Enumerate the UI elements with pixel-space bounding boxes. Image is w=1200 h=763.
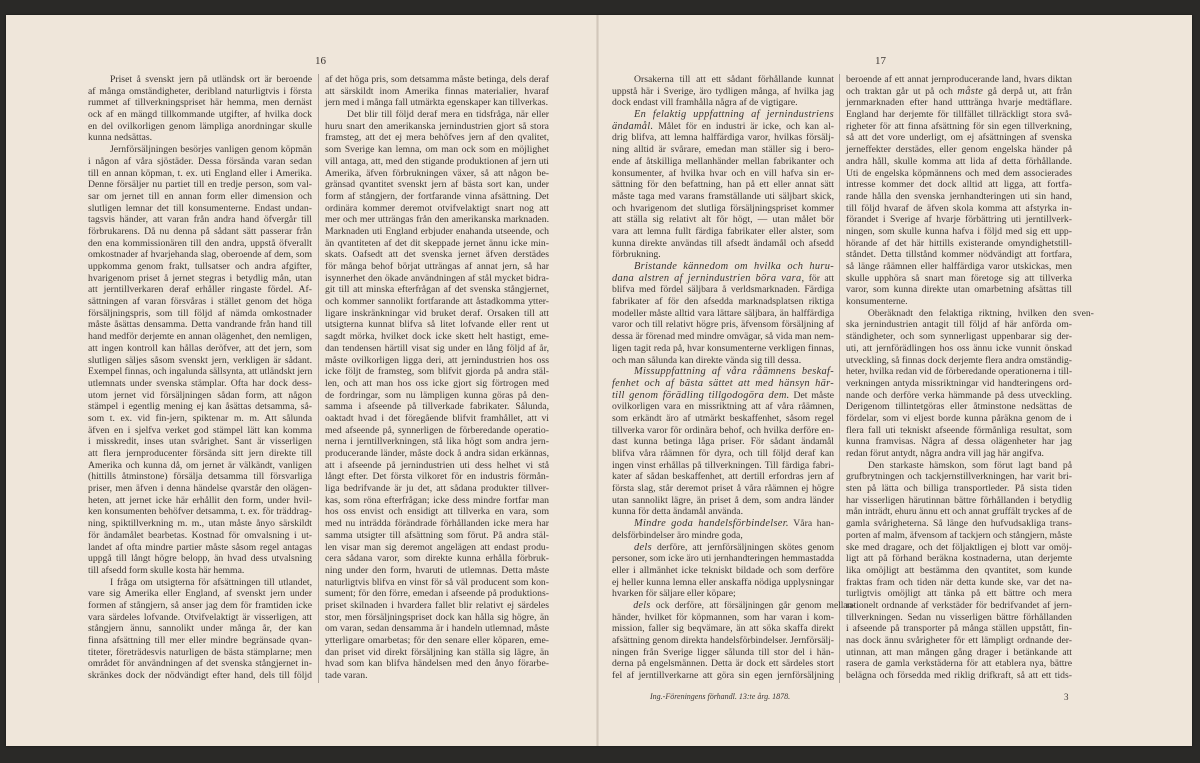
text-line: Jernförsäljningen besörjes vanligen genom köpmän [110, 144, 312, 156]
text-line: liga bedrifvande är ju det, att sådana produkter tillver- [325, 483, 549, 495]
text-line: tillverka varor för ordinära behof, och hvilka derföre en- [612, 424, 834, 436]
text-line: jern med i många fall utmärkta egenskaper kan tillverkas. [325, 97, 548, 109]
text-line: att flera jernproducenter försända sitt jern direkte till [88, 448, 312, 459]
text-line: lika omöjligt att bestämma den qvantitet, som kunde [846, 564, 1072, 576]
text-line: nande och derföre verka hämmande på dess utveckling. [846, 389, 1072, 401]
text-line: I fråga om utsigterna för afsättningen till utlandet, [110, 576, 312, 588]
text-line: varor, som kunna direkte utan omarbetning afsättas till [846, 284, 1072, 296]
paragraph [612, 74, 834, 109]
text-line: måste ovilkorligen ligga deri, att jernindustrien hos oss [325, 354, 549, 366]
text-line: vara särdeles lofvande. Otvifvelaktigt är visserligen, att [88, 611, 312, 623]
italic-heading: till genom förädling tillgodogöra dem. [612, 389, 790, 401]
text-line: samma i afseende på tillverkade fabrikater. Sålunda, [325, 401, 549, 413]
text-line: ej heller kunna lemna eller anskaffa nödiga upplysningar [612, 576, 834, 588]
text-line: och traktan går ut på och måste gå derpå ut, att från [846, 85, 1072, 97]
text-line: hvarigenom priset å jernet stegras i betydlig mån, utan [88, 272, 312, 284]
text-line: att ställa sig relativt alt för högt, — utan målet bör [612, 214, 834, 226]
text-line: uppgå till långt högre belopp, än hvad dess utvalsning [88, 553, 312, 565]
text-line: nerna i jerntillverkningen, stå lika högt som andra jern- [325, 436, 549, 448]
text-line: förbrukarens. Då nu denna på sådant sätt passerar från [88, 225, 312, 237]
paragraph [612, 109, 834, 261]
paragraph [88, 144, 312, 576]
text-line: stor, men försäljningspriset dock kan hålla sig högre, än [325, 611, 549, 623]
text-line: grufbrytningen och tackjernstillverkningen, har varit bri- [846, 471, 1072, 483]
text-line: fel af jerntillverkarne att göra sin egen jernförsäljning [612, 670, 834, 682]
text-line: att i afseende på jernindustrien uti dess helhet vi stå [325, 459, 549, 471]
text-line: redan förut antydt, några andra vill jag här angifva. [846, 448, 1044, 459]
text-line: den ena kommissionären till den andra, uppstå öfverallt [88, 237, 312, 249]
paragraph [88, 577, 312, 682]
text-line: de fordringar, som nu lämpligen kunna göras på den- [325, 389, 549, 401]
text-line: heten, att jernet icke här erhållit den form, under hvil- [88, 494, 312, 506]
text-line: heter, hvilka redan vid de förberedande operationerna i till- [846, 366, 1073, 378]
text-line: måste taga med varans framställande uti säljbart skick, [612, 190, 834, 202]
text-line: belägna och försedda med riklig drifkraft, så att ett tids- [846, 670, 1072, 682]
text-line: form af stångjern, der fortfarande vinna afsättning. Det [325, 190, 549, 202]
text-line: vara att lemna fullt färdiga fabrikater eller alster, som [612, 225, 834, 237]
text-line: dan priset vid direkt försäljning kan ställa sig lägre, än [325, 646, 549, 658]
text-line: första slag, står deremot priset å våra råämnen ej högre [612, 483, 834, 495]
text-line [612, 366, 834, 378]
text-line: tade varan. [325, 670, 368, 682]
text-line: icke följt de framsteg, som blifvit gjorda på andra stäl- [325, 366, 549, 378]
italic-heading: En felaktig uppfattning af jernindustriens [634, 109, 834, 121]
text-line: priser, men äfven i denna händelse qvarstår den olägen- [88, 483, 312, 495]
text-line: formen af stångjern, så anser jag dem för framtiden icke [88, 599, 312, 611]
text-line: intresse kommer det dock alltid att ligga, att fortfa- [846, 179, 1072, 191]
text-line: samma utsigter till afsättning som förut. På andra stäl- [325, 529, 549, 541]
text-line: som Sverige kan lemna, om man ock som en möjlighet [325, 144, 549, 156]
text-line: drig blifva, att lemna halffärdiga varor, hvilkas försälj- [612, 132, 834, 144]
text-line: Den starkaste hämskon, som förut lagt band på [868, 459, 1072, 471]
text-line: utan sannolikt lägre, än priset å dem, som andra länder [612, 494, 834, 506]
text-line: personer, som icke äro uti jernhandteringen hemmastadda [612, 553, 834, 565]
text-line: ständigheter, och som synnerligast uppenbarar sig der- [846, 331, 1072, 343]
text-line [612, 261, 834, 273]
text-line: oaktadt hvad i det föregående blifvit framhållet, att vi [325, 412, 549, 424]
text-line: att särskildt inom Amerika finnas materialier, hvaraf [325, 85, 549, 97]
text-line: flera fall uti tekniskt afseende förmånliga resultat, som [846, 424, 1072, 436]
text-line: Orsakerna till att ett sådant förhållande kunnat [634, 74, 834, 85]
text-line: dan tendensen härtill visat sig under en lång följd af år, [325, 342, 549, 354]
column-divider [839, 74, 840, 683]
text-line: skats. Oafsedt att det svenska jernet äfven derstädes [325, 249, 549, 261]
text-line: i afseende på transporter på många ställen uppstått, fin- [846, 623, 1072, 635]
text-line: af det höga pris, som detsamma måste betinga, dels deraf [325, 74, 549, 85]
text-line: som t. ex. vid fin-jern, spiktenar m. m. Att sålunda [88, 412, 312, 424]
text-line: ning alltid är svårare, emedan man ställer sig i bero- [612, 144, 834, 156]
text-line: till afsedd form skulle kosta här hemma. [88, 564, 245, 576]
text-line: ning, spiktillverkning m. m., utan måste ånyo särskildt [88, 518, 312, 530]
text-line: Mindre goda handelsförbindelser. Våra han- [634, 518, 834, 530]
text-line: hvad som kan blifva händelsen med den ånyo förarbe- [325, 658, 549, 670]
text-line: dels ock derföre, att försäljningen går genom mellan- [633, 599, 856, 611]
text-line: hand medför derjemte en annan olägenhet, den nemligen, [88, 331, 312, 343]
page-number-left: 16 [315, 55, 326, 67]
text-line: ningen, som skulle kunna hafva i följd med sig ett upp- [846, 225, 1072, 237]
text-line: England har derjemte för tillfället tillräckligt stora svå- [846, 109, 1072, 121]
text-line: kunna för detta ändamål använda. [612, 506, 743, 518]
text-line: rationelt ordnande af verkstäder för bedrifvandet af jern- [846, 599, 1072, 611]
text-line [612, 378, 834, 390]
text-line: landet af ofta mindre partier måste såsom regel antagas [88, 541, 312, 553]
text-line: slutligen säljes såsom svenskt jern, verkligen är sådant. [88, 354, 312, 366]
text-line: eller i allmänhet icke tekniskt bildade och som derföre [612, 564, 834, 576]
text-line: verkningen antyda missriktningar vid handteringens ord- [846, 377, 1072, 389]
text-line: utlemnats under svenska stämplar. Ofta har dock dess- [88, 377, 312, 389]
text-line: Marknaden uti England erbjuder enahanda utseende, och [325, 225, 549, 237]
text-line: fabrikater af för den afsedda marknadsplatsen riktiga [612, 296, 834, 308]
text-line: ske med dragare, och det följaktligen ej blott var omöj- [846, 541, 1072, 553]
paragraph [612, 366, 834, 518]
text-line: ken konsumenten behöfver detsamma, t. ex. för träddrag- [88, 506, 312, 518]
italic-heading: Missuppfattning af våra råämnens beskaf- [634, 366, 834, 378]
paragraph [612, 261, 834, 366]
signature-mark: 3 [1064, 692, 1069, 702]
text-line: ligare inskränkningar vid bruket deraf. Orsaken till att [325, 307, 549, 319]
text-line: så att det vore underligt, om ej afsättningen af svenska [846, 132, 1072, 144]
text-line: och hvarigenom det slutliga försäljningspriset kommer [612, 202, 834, 214]
paragraph [88, 74, 312, 144]
text-line: rande hålla den svenska jernhandteringen uti sin hand, [846, 190, 1072, 202]
italic-heading: dana alstren af jernindustrien böra vara, [612, 272, 805, 284]
text-line: än qvantiteten af det dit skeppade jernet ännu icke min- [325, 237, 549, 249]
text-line: sument; för den förre, emedan i afseende på produktions- [325, 588, 549, 600]
text-line: titeter, företrädesvis naturligen de bästa stämplarne; men [88, 646, 312, 658]
text-line: Denne försäljer nu partiet till en tredje person, som val- [88, 179, 312, 191]
italic-heading: fenhet och af bästa sättet att med hänsyn här- [612, 377, 834, 389]
text-line: af många omständigheter, deribland naturligtvis i första [88, 85, 312, 97]
text-line: ningen från Sverige ligger sålunda till stor del i hän- [612, 646, 834, 658]
paragraph [612, 518, 834, 541]
text-line: dast kunna betinga låga priser. För sådant ändamål [612, 436, 834, 448]
italic-heading: Mindre goda handelsförbindelser. [634, 518, 789, 530]
text-line: modeller måste alltid vara lättare säljbara, än halffärdiga [612, 307, 834, 319]
text-line: turligtvis omöjligt att tänka på ett bättre och mera [846, 588, 1072, 600]
column-divider [318, 74, 319, 683]
text-line: uppkomma genom frakt, tullsatser och andra afgifter, [88, 261, 312, 272]
text-line: utom jernet vid försäljningen sådan form, att någon [88, 389, 312, 401]
text-line: mer och mer utträngas från den amerikanska marknaden. [325, 214, 549, 226]
text-line: till en annan köpman, t. ex. uti England eller i Amerika. [88, 167, 312, 179]
text-line: dock endast vill framhålla några af de vigtigare. [612, 97, 798, 109]
text-line: framsteg, att det ej mera behöfves jern af den qvalitet, [325, 132, 549, 144]
italic-heading: dels [634, 541, 652, 553]
text-line: kunna nedsättas. [88, 132, 153, 144]
text-line: kunna framvisas. Några af dessa olägenheter har jag [846, 436, 1072, 448]
text-line: uppstå här i Sverige, äro tydligen många, af hvilka jag [612, 85, 834, 97]
text-line: kunna direkte användas till afsedt ändamål och afsedd [612, 237, 834, 249]
text-line: Derigenom tillintetgöras eller åtminstone nedsättas de [846, 401, 1072, 413]
page-16-column-2 [325, 74, 549, 682]
paragraph [846, 74, 1072, 308]
text-line: Exempel finnas, och ingalunda sällsynta, att utländskt jern [88, 366, 313, 378]
text-line: utveckling, så finnas dock derjemte flera andra omständig- [846, 354, 1072, 366]
text-line: slutligen lemnar det till konsumenterne. Endast undan- [88, 202, 312, 214]
text-line: hvarken för säljare eller köpare; [612, 588, 736, 600]
text-line: till följd hvaraf de äfven skola komma att afstyrka in- [846, 202, 1072, 214]
text-line: utsigterna kunnat blifva så litet lofvande eller rent ut [325, 319, 549, 331]
text-line: jernmarknaden efter hand utttränga hvarje medtäflare. [846, 97, 1072, 109]
italic-heading: måste [957, 85, 984, 97]
text-line: uti, att jernförädlingen hos oss ännu icke vunnit önskad [846, 342, 1072, 354]
text-line: gamla svårigheterna. Så länge den hufvudsakliga trans- [846, 518, 1072, 530]
paragraph [612, 542, 834, 600]
text-line: stångjern ännu, sannolikt under många år, der kan [88, 623, 312, 635]
text-line: porten af malm, äfvensom af tackjern och stångjern, måste [846, 529, 1073, 541]
paragraph [846, 460, 1072, 682]
text-line: ovilkorligen vara en missriktning att af våra råämnen, [612, 401, 834, 413]
text-line: ytterligare omarbetas; för den senare eller köparen, eme- [325, 635, 549, 646]
text-line: omkostnader af hvarjehanda slag, oberoende af dem, som [88, 249, 312, 261]
text-line: och kommer sannolikt fortfarande att åstadkomma ytter- [325, 296, 549, 308]
text-line: måste åsättas densamma. Detta vandrande från hand till [88, 319, 312, 331]
text-line: ende af åtskilliga mellanhänder mellan fabrikanter och [612, 155, 834, 167]
text-line: blifva våra råämnen för dyra, och till följd deraf kan [612, 448, 834, 459]
text-line: Amerika, äfven förbrukningen växer, så att någon be- [325, 167, 549, 179]
text-line: dessa är förenad med mindre omvägar, så vida man nem- [612, 331, 834, 343]
text-line: som erkändt äro af utmärkt beskaffenhet, såsom regel [612, 412, 834, 424]
paragraph [325, 109, 549, 682]
text-line: för ändamålet bearbetas. Kostnad för omvalsning i ut- [88, 529, 312, 541]
text-line: priset skilnaden i hvardera fallet blir relativt ej särdeles [325, 599, 549, 611]
text-line: konsumenterne. [846, 296, 908, 308]
text-line: sagdt mörka, hvilket dock icke skett helt hastigt, eme- [325, 331, 549, 343]
text-line: isynnerhet den ökade användningen af stål mycket bidra- [325, 272, 549, 284]
text-line: sättning för den befattning, han på ett eller annat sätt [612, 179, 834, 191]
page-number-right: 17 [875, 55, 886, 67]
text-line: Amerika och kunna då, om jernet är välkändt, vanligen [88, 459, 312, 471]
text-line: förbrukning. [612, 249, 661, 261]
text-line: händer, hvilket för köpmannen, som har varan i kom- [612, 611, 834, 623]
text-line: konsumenter, af hvilka hvar och en vill hafva sin er- [612, 167, 834, 179]
text-line: sar om jernet till en annan form eller dimension och [88, 190, 312, 202]
italic-heading: Bristande kännedom om hvilka och huru- [634, 261, 834, 272]
text-line: ligt att på förhand beräkna kostnaderna, utan derjemte [846, 553, 1072, 565]
text-line: rummet af tillverkningspriset här hemma, men dernäst [88, 97, 312, 109]
text-line: fraktas fram och tiden när detta kunde ske, var det na- [846, 576, 1072, 588]
text-line: len visar man sig deremot angelägen att endast produ- [325, 541, 549, 553]
text-line: för många behof börjat utträngas af annat jern, så har [325, 261, 549, 272]
page-17-column-1 [612, 74, 856, 682]
text-line: nas dock ännu svårigheter för ett lämpligt ordnande der- [846, 635, 1072, 646]
text-line: jerneffekter derstädes, eller genom engelska händer på [846, 144, 1072, 156]
text-line: ning under den form, hvaruti de utlemnas. Detta måste [325, 564, 549, 576]
text-line: sättningen af varan försvåras i stället genom det höga [88, 296, 312, 308]
text-line: delsförbindelser äro mindre goda, [612, 529, 743, 541]
text-line: ligen tagit reda på, hvar konsumenterne verkligen finnas, [612, 342, 834, 354]
paragraph [846, 307, 1094, 460]
text-line: Det blir till följd deraf mera en tidsfråga, när eller [347, 109, 549, 121]
text-line: beroende af ett annat jernproducerande land, hvars diktan [846, 74, 1072, 85]
italic-heading: dels [633, 599, 651, 611]
text-line: skulle upphöra så snart man företoge sig att tillverka [846, 272, 1072, 284]
text-line: righeter för att finna afsättning för sin egen tillverkning, [846, 120, 1072, 132]
text-line: blifva med fördel säljbara å verldsmarknaden. Färdiga [612, 284, 834, 296]
text-line: gränsad qvantitet svenskt jern af bästa sort kan, under [325, 179, 549, 191]
text-line: len, och att man hos oss icke gjort sig förtrogen med [325, 377, 549, 389]
text-line: området för användningen af det svenska stångjernet in- [88, 658, 312, 670]
text-line: tillverkningen. Sedan nu visserligen bättre förhållanden [846, 611, 1072, 623]
text-line: förandet i Sverige af hvarje förbättring uti jerntillverk- [846, 214, 1072, 226]
text-line: Uti de engelska köpmännens och med dem associerades [846, 167, 1072, 179]
text-line: ingen vinst erhållas på tillverkningen. Till färdiga fabri- [612, 459, 834, 471]
text-line: git till att minska efterfrågan af det svenska stångjernet, [325, 284, 549, 296]
text-line: om varan, sedan densamma är i handeln utlemnad, måste [325, 623, 549, 635]
paragraph [612, 599, 856, 682]
text-line: en del ovilkorligen genom lämpliga anordningar skulle [88, 120, 312, 132]
text-line: vill antaga, att, med den stigande produktionen af jern uti [325, 155, 549, 167]
text-line: försäljningspris, som till följd af nämda omkostnader [88, 307, 312, 319]
text-line: utinnan, att man mången gång drager i betänkande att [846, 646, 1072, 658]
text-line: att ingen kontroll kan hållas deröfver, att det jern, som [88, 342, 312, 354]
text-line: äfven en i sjelfva verket god stämpel lätt kan komma [88, 424, 312, 436]
text-line: långt efter. Det första vilkoret för en industris förmån- [325, 471, 549, 483]
text-line: ståndet. Detta tillstånd kommer nödvändigt att fortfara, [846, 249, 1072, 261]
text-line: i misskredit, inses utan svårighet. Sant är visserligen [88, 436, 312, 448]
text-line: skränkes dock der nödvändigt efter hand, dels till följd [88, 670, 312, 682]
text-line: mån inträdt, ehuru ännu ett och annat gruffält tryckes af de [846, 506, 1072, 518]
text-line: afsättning genom direkta handelsförbindelser. Jernförsälj- [612, 635, 834, 646]
text-line: Oberäknadt den felaktiga riktning, hvilken den sven- [867, 307, 1094, 319]
text-line: vare sig Amerika eller England, af svenskt jern under [88, 588, 312, 600]
text-line: naturligtvis blifva en vinst för så väl producent som kon- [325, 576, 549, 588]
page-fold [596, 15, 599, 746]
text-line: ordinära kommer deremot otvifvelaktigt snart nog att [325, 202, 549, 214]
text-line: dana alstren af jernindustrien böra vara, för att [612, 272, 835, 284]
text-line: varor och till relativt högre pris, äfvensom försäljning af [612, 319, 834, 331]
text-line: hörande af det här hittills existerande omyndighetstill- [846, 237, 1072, 249]
journal-footer: Ing.-Föreningens förhandl. 13:te årg. 1878. [650, 692, 791, 701]
text-line: kater af sådan beskaffenhet, att dertill erfordras jern af [612, 471, 834, 483]
text-line: dels derföre, att jernförsäljningen skötes genom [634, 541, 834, 553]
text-line: Priset å svenskt jern på utländsk ort är beroende [110, 74, 312, 85]
text-line: tagsvis händer, att varan från andra hand öfvergår till [88, 214, 312, 226]
page-17-column-2 [846, 74, 1094, 682]
text-line: kas, som röna efterfrågan; icke dess mindre fortfar man [325, 494, 549, 506]
text-line: fördelar, som vi eljest borde kunna påräkna genom de i [846, 412, 1072, 424]
text-line: ändamål. Målet för en industri är icke, och kan al- [612, 120, 834, 132]
text-line: med nu inträdda förändrade förhållanden icke mera har [325, 518, 549, 530]
text-line: med afseende på, synnerligen de förberedande operatio- [325, 424, 549, 436]
text-line: andra håll, skulle komma att lida af detta förhållande. [846, 155, 1072, 167]
text-line: hos oss envist och ensidigt att tillverka en vara, som [325, 506, 549, 518]
italic-heading: ändamål. [612, 120, 654, 132]
text-line: att jerntillverkaren deraf erhåller ringaste fördel. Af- [88, 284, 312, 296]
paragraph [325, 74, 549, 109]
text-line: till genom förädling tillgodogöra dem. Det måste [612, 389, 834, 401]
page-16-column-1 [88, 74, 312, 682]
text-line: så länge råämnen eller halffärdiga varor utskickas, men [846, 261, 1072, 272]
text-line: mission, faller sig beqvämare, än att söka skaffa direkt [612, 623, 834, 635]
text-line: producerande länder, måste dock å andra sidan erkännas, [325, 448, 549, 459]
text-line: derna på engelsmännen. Detta är dock ett särdeles stort [612, 658, 834, 670]
text-line: finna afsättning till mer eller mindre begränsade qvan- [88, 635, 312, 646]
text-line: stämpel i egentlig mening ej kan åsättas detsamma, så- [88, 401, 312, 413]
text-line: cera sådana varor, som direkte kunna erhålla förbruk- [325, 553, 549, 565]
text-line: ock af en mängd tillkommande utgifter, af hvilka dock [88, 109, 312, 121]
text-line: och man sålunda kan direkte vända sig till dessa. [612, 354, 802, 366]
text-line: i någon af våra sjöstäder. Dessa försända varan sedan [88, 155, 312, 167]
text-line: sten på lätta och billiga transportleder. På sista tiden [846, 483, 1072, 495]
text-line [612, 109, 834, 121]
text-line: (hittills åtminstone) försälja detsamma till försvarliga [88, 471, 312, 483]
text-line: ska jernindustrien antagit till följd af här anförda om- [846, 319, 1072, 331]
text-line: huru snart den amerikanska jernindustrien gjort så stora [325, 120, 549, 132]
text-line: har visserligen härutinnan bättre förhållanden i betydlig [846, 494, 1072, 506]
text-line: rasera de gamla verkstäderna för att etablera nya, bättre [846, 658, 1072, 670]
